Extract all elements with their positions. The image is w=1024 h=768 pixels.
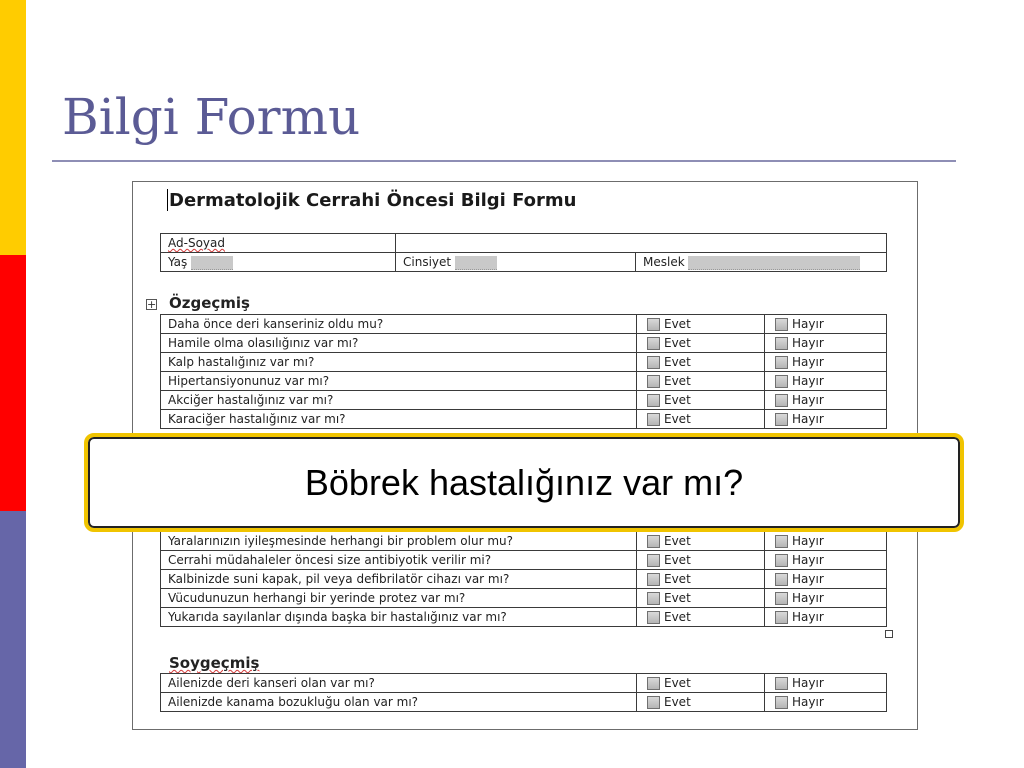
no-option — [765, 551, 887, 570]
yes-checkbox[interactable] — [647, 413, 660, 426]
soygecmis-heading-text: Soygeçmiş — [169, 654, 260, 672]
yes-checkbox[interactable] — [647, 535, 660, 548]
no-checkbox[interactable] — [775, 375, 788, 388]
yes-checkbox[interactable] — [647, 554, 660, 567]
yes-option — [637, 674, 765, 693]
no-checkbox[interactable] — [775, 554, 788, 567]
no-checkbox[interactable] — [775, 677, 788, 690]
question-cell: Ailenizde deri kanseri olan var mı? — [161, 674, 637, 693]
age-input[interactable] — [191, 256, 233, 270]
no-checkbox[interactable] — [775, 337, 788, 350]
question-cell: Cerrahi müdahaleler öncesi size antibiyotik verilir mi? — [161, 551, 637, 570]
ozgecmis-heading: Özgeçmiş — [169, 294, 250, 312]
question-cell: Daha önce deri kanseriniz oldu mu? — [161, 315, 637, 334]
text-cursor — [167, 189, 168, 211]
table-row — [161, 410, 887, 429]
no-label: Hayır — [792, 676, 824, 690]
soygecmis-table — [160, 673, 887, 712]
question-cell: Hipertansiyonunuz var mı? — [161, 372, 637, 391]
callout-text: Böbrek hastalığınız var mı? — [304, 461, 744, 503]
bar-yellow — [0, 0, 26, 255]
no-option — [765, 334, 887, 353]
name-label: Ad-Soyad — [168, 236, 225, 250]
yes-checkbox[interactable] — [647, 375, 660, 388]
no-option — [765, 353, 887, 372]
no-option — [765, 315, 887, 334]
form-title: Dermatolojik Cerrahi Öncesi Bilgi Formu — [169, 190, 577, 211]
no-option — [765, 391, 887, 410]
gender-label: Cinsiyet — [403, 255, 452, 269]
yes-label: Evet — [664, 374, 691, 388]
yes-option — [637, 608, 765, 627]
yes-label: Evet — [664, 553, 691, 567]
yes-option — [637, 532, 765, 551]
no-label: Hayır — [792, 393, 824, 407]
left-color-bar — [0, 0, 26, 768]
no-label: Hayır — [792, 572, 824, 586]
table-row — [161, 315, 887, 334]
table-move-handle-icon[interactable]: + — [147, 298, 157, 311]
yes-label: Evet — [664, 412, 691, 426]
table-row — [161, 391, 887, 410]
gender-cell — [396, 253, 636, 272]
no-label: Hayır — [792, 336, 824, 350]
yes-option — [637, 334, 765, 353]
yes-option — [637, 410, 765, 429]
no-label: Hayır — [792, 534, 824, 548]
yes-checkbox[interactable] — [647, 356, 660, 369]
no-label: Hayır — [792, 610, 824, 624]
question-cell: Yaralarınızın iyileşmesinde herhangi bir problem olur mu? — [161, 532, 637, 551]
no-label: Hayır — [792, 317, 824, 331]
question-cell: Yukarıda sayılanlar dışında başka bir hastalığınız var mı? — [161, 608, 637, 627]
table-row — [161, 372, 887, 391]
no-option — [765, 532, 887, 551]
question-cell: Hamile olma olasılığınız var mı? — [161, 334, 637, 353]
question-cell: Akciğer hastalığınız var mı? — [161, 391, 637, 410]
personal-info-table — [160, 233, 887, 272]
yes-option — [637, 551, 765, 570]
yes-label: Evet — [664, 591, 691, 605]
no-checkbox[interactable] — [775, 356, 788, 369]
table-row — [161, 353, 887, 372]
title-divider — [52, 160, 956, 162]
yes-label: Evet — [664, 317, 691, 331]
table-row — [161, 532, 887, 551]
yes-checkbox[interactable] — [647, 394, 660, 407]
no-label: Hayır — [792, 412, 824, 426]
no-checkbox[interactable] — [775, 535, 788, 548]
no-option — [765, 410, 887, 429]
yes-option — [637, 353, 765, 372]
yes-label: Evet — [664, 355, 691, 369]
bar-red — [0, 255, 26, 511]
no-checkbox[interactable] — [775, 696, 788, 709]
no-checkbox[interactable] — [775, 318, 788, 331]
name-cell — [161, 234, 396, 253]
bar-blue — [0, 511, 26, 768]
no-option — [765, 589, 887, 608]
yes-option — [637, 315, 765, 334]
table-row — [161, 334, 887, 353]
no-checkbox[interactable] — [775, 611, 788, 624]
table-row — [161, 589, 887, 608]
table-row — [161, 551, 887, 570]
no-checkbox[interactable] — [775, 592, 788, 605]
no-option — [765, 693, 887, 712]
no-label: Hayır — [792, 374, 824, 388]
age-cell — [161, 253, 396, 272]
job-label: Meslek — [643, 255, 685, 269]
yes-checkbox[interactable] — [647, 611, 660, 624]
ozgecmis-table-lower — [160, 531, 887, 627]
question-cell: Vücudunuzun herhangi bir yerinde protez var mı? — [161, 589, 637, 608]
no-option — [765, 674, 887, 693]
yes-label: Evet — [664, 695, 691, 709]
yes-checkbox[interactable] — [647, 677, 660, 690]
yes-checkbox[interactable] — [647, 318, 660, 331]
gender-input[interactable] — [455, 256, 497, 270]
soygecmis-heading — [169, 654, 259, 672]
question-cell: Ailenizde kanama bozukluğu olan var mı? — [161, 693, 637, 712]
job-cell — [636, 253, 887, 272]
no-checkbox[interactable] — [775, 413, 788, 426]
no-option — [765, 372, 887, 391]
ozgecmis-table — [160, 314, 887, 429]
table-row — [161, 674, 887, 693]
yes-label: Evet — [664, 393, 691, 407]
age-label: Yaş — [168, 255, 188, 269]
table-row — [161, 570, 887, 589]
yes-checkbox[interactable] — [647, 592, 660, 605]
no-label: Hayır — [792, 355, 824, 369]
yes-label: Evet — [664, 336, 691, 350]
callout-box — [84, 433, 964, 532]
yes-label: Evet — [664, 534, 691, 548]
no-checkbox[interactable] — [775, 394, 788, 407]
question-cell: Kalbinizde suni kapak, pil veya defibrilatör cihazı var mı? — [161, 570, 637, 589]
table-resize-handle[interactable] — [885, 630, 893, 638]
no-label: Hayır — [792, 695, 824, 709]
yes-checkbox[interactable] — [647, 337, 660, 350]
yes-option — [637, 570, 765, 589]
table-row — [161, 234, 887, 253]
yes-checkbox[interactable] — [647, 573, 660, 586]
yes-label: Evet — [664, 676, 691, 690]
question-cell: Karaciğer hastalığınız var mı? — [161, 410, 637, 429]
yes-checkbox[interactable] — [647, 696, 660, 709]
table-row — [161, 693, 887, 712]
no-label: Hayır — [792, 553, 824, 567]
no-checkbox[interactable] — [775, 573, 788, 586]
job-input[interactable] — [688, 256, 860, 270]
question-cell: Kalp hastalığınız var mı? — [161, 353, 637, 372]
yes-option — [637, 372, 765, 391]
table-row — [161, 608, 887, 627]
no-label: Hayır — [792, 591, 824, 605]
yes-option — [637, 693, 765, 712]
yes-label: Evet — [664, 572, 691, 586]
slide-title: Bilgi Formu — [62, 88, 361, 146]
table-row — [161, 253, 887, 272]
no-option — [765, 570, 887, 589]
no-option — [765, 608, 887, 627]
yes-option — [637, 589, 765, 608]
name-input[interactable] — [396, 234, 887, 253]
yes-label: Evet — [664, 610, 691, 624]
yes-option — [637, 391, 765, 410]
